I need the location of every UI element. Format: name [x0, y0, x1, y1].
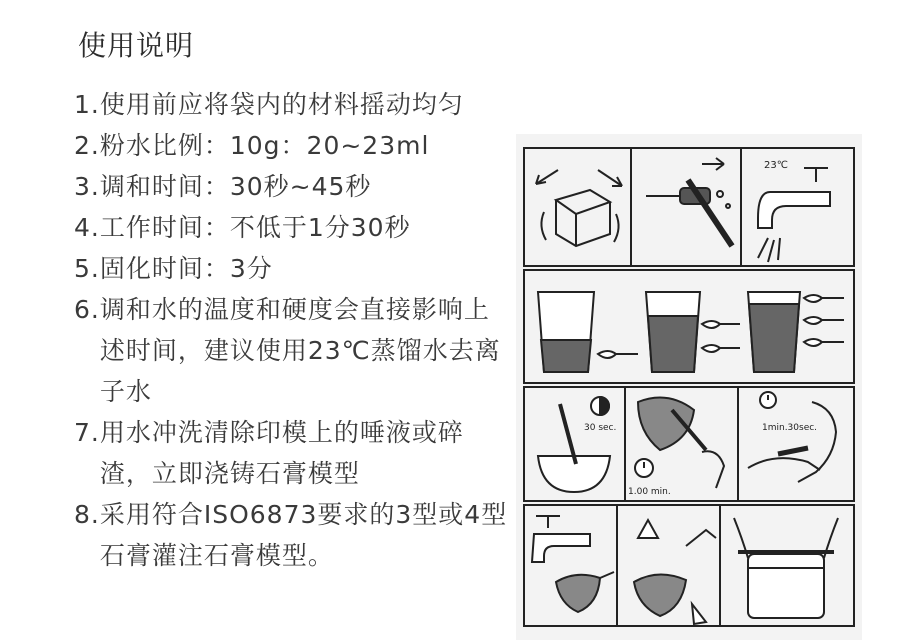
step-number: 2. [74, 131, 100, 160]
panel-frame [631, 148, 741, 266]
instruction-list [74, 84, 514, 576]
panel-frame [738, 387, 854, 501]
step-item [74, 125, 514, 166]
temperature-label: 23℃ [764, 160, 788, 171]
model-box-icon [748, 554, 824, 618]
step-text: 工作时间：不低于1分30秒 [99, 213, 411, 242]
impression-tray-icon [634, 574, 686, 616]
step-number: 6. [74, 295, 100, 324]
step-item [74, 84, 514, 125]
set-time-label: 1min.30sec. [762, 423, 818, 433]
face-profile-icon [798, 402, 836, 482]
faucet-icon [758, 192, 830, 228]
step-text: 调和时间：30秒~45秒 [99, 172, 372, 201]
step-text: 采用符合ISO6873要求的3型或4型石膏灌注石膏模型。 [99, 500, 508, 570]
step-item [74, 494, 514, 576]
measuring-spoon-icon [598, 351, 638, 358]
arrow-up-icon [638, 520, 658, 538]
faucet-handle-icon [536, 516, 560, 528]
mix-time-label: 30 sec. [584, 423, 617, 433]
step-item [74, 289, 514, 412]
step-item [74, 207, 514, 248]
step-text: 固化时间：3分 [99, 254, 273, 283]
step-number: 7. [74, 418, 100, 447]
measuring-spoon-icon [804, 295, 844, 346]
water-stream-icon [758, 238, 780, 262]
step-text: 调和水的温度和硬度会直接影响上述时间，建议使用23℃蒸馏水去离子水 [99, 295, 501, 406]
step-number: 1. [74, 90, 100, 119]
step-number: 4. [74, 213, 100, 242]
measuring-spoon-icon [702, 321, 740, 352]
step-item [74, 412, 514, 494]
faucet-icon [532, 534, 590, 562]
container-icon [556, 190, 610, 214]
arrow-right-icon [702, 158, 724, 170]
step-number: 8. [74, 500, 100, 529]
step-text: 粉水比例：10g：20~23ml [99, 131, 430, 160]
step-text: 使用前应将袋内的材料摇动均匀 [99, 90, 464, 119]
illustration-grid [516, 134, 862, 640]
step-item [74, 248, 514, 289]
page-title: 使用说明 [78, 29, 195, 62]
faucet-handle-icon [804, 168, 828, 182]
work-time-label: 1.00 min. [628, 487, 671, 497]
panel-frame [524, 148, 631, 266]
instruction-illustration [516, 134, 862, 640]
arrow-down-icon [692, 604, 706, 624]
step-number: 5. [74, 254, 100, 283]
step-text: 用水冲洗清除印模上的唾液或碎渣，立即浇铸石膏模型 [99, 418, 464, 488]
step-item [74, 166, 514, 207]
step-number: 3. [74, 172, 100, 201]
impression-tray-icon [556, 575, 600, 612]
